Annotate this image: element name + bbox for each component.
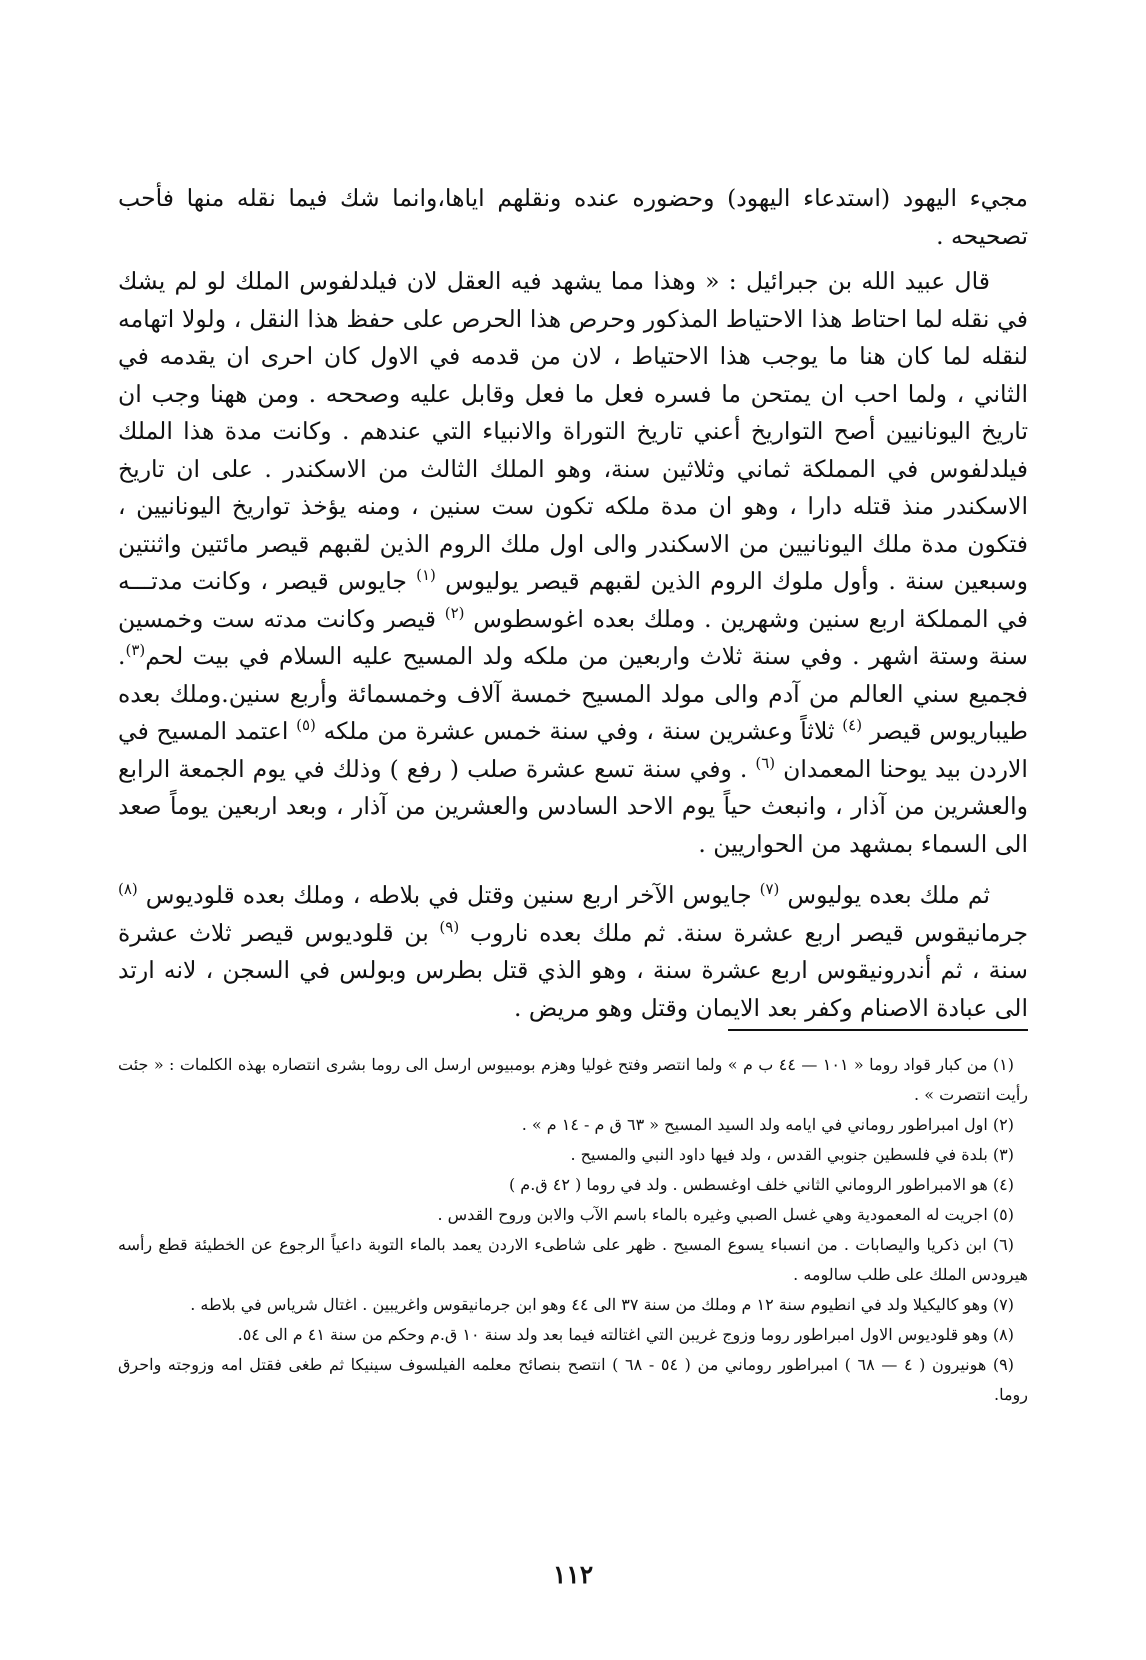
- text-segment: . وفي سنة تسع عشرة صلب ( رفع ) وذلك في يوم الجمعة الرابع والعشرين من آذار ، وانبعث حياً يوم الاحد السادس والعشرين من آذار ، وبعد اربعين يوماً صعد الى السماء بمشهد من الحواريين .: [118, 754, 1028, 858]
- footnote-marker-5[interactable]: (٥): [296, 716, 316, 735]
- footnote-marker-2[interactable]: (٢): [444, 603, 465, 622]
- footnote-marker-6[interactable]: (٦): [755, 753, 776, 772]
- text-segment: . فجميع سني العالم من آدم والى مولد المسيح خمسة آلاف وخمسمائة وأربع سنين.وملك بعده طيباريوس قيصر: [118, 642, 1028, 745]
- footnote-marker-7[interactable]: (٧): [759, 880, 780, 899]
- footnote-9: (٩) هونيرون ( ٤ — ٦٨ ) امبراطور روماني من ( ٥٤ - ٦٨ ) انتصح بنصائح معلمه الفيلسوف سينيكا ثم طغى فقتل امه وزوجته واحرق روما.: [118, 1355, 1028, 1404]
- footnote-6: (٦) ابن ذكريا واليصابات . من انسباء يسوع المسيح . ظهر على شاطىء الاردن يعمد بالماء التوبة داعياً الرجوع عن الخطيئة قطع رأسه هيرودس الملك على طلب سالومه .: [118, 1235, 1028, 1284]
- paragraph-2: [118, 263, 1028, 863]
- page-number: ١١٢: [552, 1560, 594, 1589]
- footnote-2: (٢) اول امبراطور روماني في ايامه ولد السيد المسيح « ٦٣ ق م - ١٤ م » .: [521, 1115, 1014, 1134]
- footnote-divider: [728, 1029, 1028, 1031]
- footnote-4: (٤) هو الامبراطور الروماني الثاني خلف اوغسطس . ولد في روما ( ٤٢ ق.م ): [508, 1175, 1014, 1194]
- text-segment: جرمانيقوس قيصر اربع عشرة سنة. ثم ملك بعده ناروب: [469, 918, 1028, 947]
- footnote-marker-1[interactable]: (١): [416, 566, 436, 585]
- text-segment: جايوس الآخر اربع سنين وقتل في بلاطه ، وملك بعده قلوديوس: [145, 881, 752, 909]
- text-segment: ثلاثاً وعشرين سنة ، وفي سنة خمس عشرة من ملكه: [323, 717, 835, 745]
- paragraph-3: [118, 877, 1028, 1027]
- footnote-marker-9[interactable]: (٩): [439, 917, 460, 936]
- text-segment: اعتمد المسيح في الاردن بيد يوحنا المعمدان: [118, 717, 1028, 783]
- footnote-7: (٧) وهو كاليكيلا ولد في انطيوم سنة ١٢ م وملك من سنة ٣٧ الى ٤٤ وهو ابن جرمانيقوس واغريبين . اغتال شرياس في بلاطه .: [190, 1295, 1014, 1314]
- text-segment: قيصر وكانت مدته ست وخمسين سنة وستة اشهر . وفي سنة ثلاث واربعين من ملكه ولد المسيح عليه السلام في بيت لحم: [118, 604, 1028, 670]
- footnote-3: (٣) بلدة في فلسطين جنوبي القدس ، ولد فيها داود النبي والمسيح .: [570, 1145, 1014, 1164]
- footnote-marker-3[interactable]: (٣): [125, 641, 146, 660]
- main-text: [118, 180, 1028, 1027]
- footnote-8: (٨) وهو قلوديوس الاول امبراطور روما وزوج غريبن التي اغتالته فيما بعد ولد سنة ١٠ ق.م وحكم من سنة ٤١ م الى ٥٤.: [237, 1325, 1014, 1344]
- paragraph-1: مجيء اليهود (استدعاء اليهود) وحضوره عنده ونقلهم اياها،وانما شك فيما نقله منها فأحب تصحيحه .: [118, 184, 1028, 250]
- text-segment: بن قلوديوس قيصر ثلاث عشرة سنة ، ثم أندرونيقوس اربع عشرة سنة ، وهو الذي قتل بطرس وبولس في السجن ، لانه ارتد الى عبادة الاصنام وكفر بعد الايمان وقتل وهو مريض .: [118, 918, 1028, 1022]
- footnote-5: (٥) اجريت له المعمودية وهي غسل الصبي وغيره بالماء باسم الآب والابن وروح القدس .: [437, 1205, 1014, 1224]
- text-segment: ثم ملك بعده يوليوس: [787, 881, 990, 909]
- footnote-marker-8[interactable]: (٨): [118, 880, 138, 899]
- footnote-marker-4[interactable]: (٤): [842, 716, 863, 735]
- text-segment: قال عبيد الله بن جبرائيل : « وهذا مما يشهد فيه العقل لان فيلدلفوس الملك لو لم يشك في نقله لما احتاط هذا الاحتياط المذكور وحرص هذا الحرص على حفظ هذا النقل ، ولولا اتهامه لنقله لما كان هنا ما يوجب هذا الاحتياط ، لان من قدمه في الاول كان احرى ان يقدمه في الثاني ، ولما احب ان يمتحن ما فسره فعل ما فعل وقابل عليه وصححه . ومن ههنا وجب ان تاريخ اليونانيين أصح التواريخ أعني تاريخ التوراة والانبياء التي عندهم . وكانت مدة هذا الملك فيلدلفوس في المملكة ثماني وثلاثين سنة، وهو الملك الثالث من الاسكندر . على ان تاريخ الاسكندر منذ قتله دارا ، وهو ان مدة ملكه تكون ست سنين ، ومنه يؤخذ تواريخ اليونانيين ، فتكون مدة ملك اليونانيين من الاسكندر والى اول ملك الروم الذين لقبهم قيصر مائتين واثنتين وسبعين سنة . وأول ملوك الروم الذين لقبهم قيصر يوليوس: [118, 267, 1028, 595]
- text-segment: جايوس قيصر ، وكانت مدتـــه في المملكة اربع سنين وشهرين . وملك بعده اغوسطوس: [118, 567, 1028, 633]
- footnote-1: (١) من كبار قواد روما « ١٠١ — ٤٤ ب م » ولما انتصر وفتح غوليا وهزم بومبيوس ارسل الى روما بشرى انتصاره بهذه الكلمات : « جئت رأيت انتصرت » .: [118, 1055, 1028, 1104]
- footnotes: [118, 1050, 1028, 1410]
